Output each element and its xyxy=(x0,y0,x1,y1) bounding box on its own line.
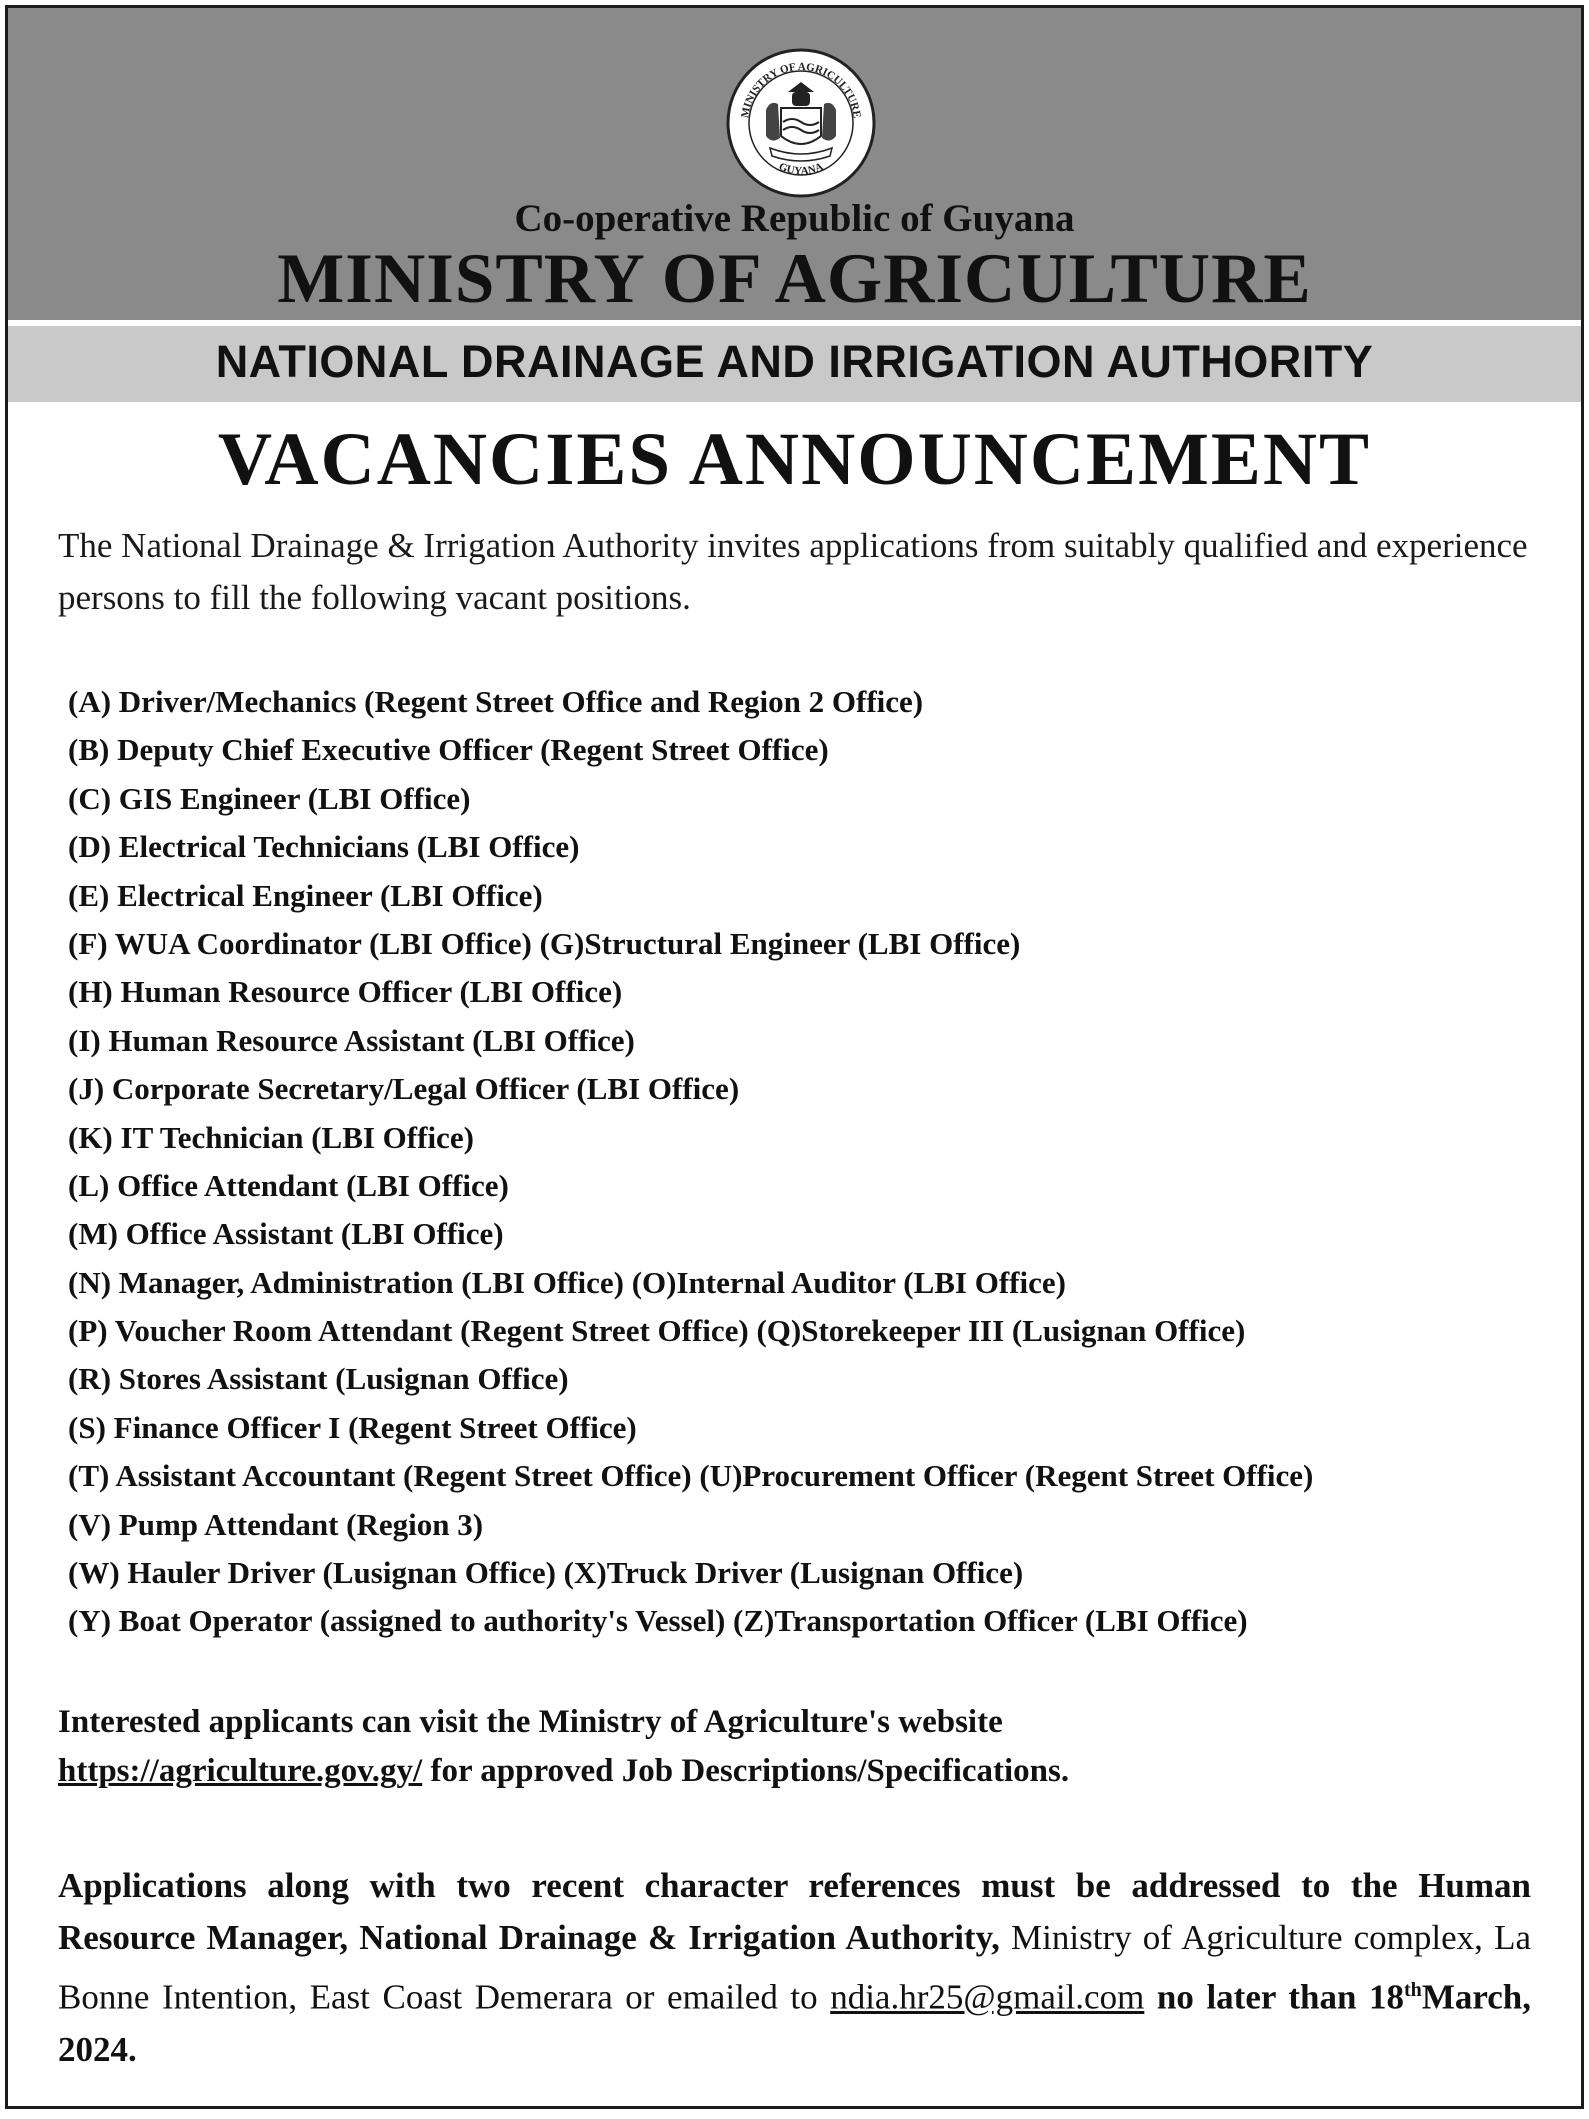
vacancy-notice xyxy=(5,5,1584,2109)
position-label: (R) xyxy=(68,1361,112,1397)
position-label: (E) xyxy=(68,877,110,913)
position-item xyxy=(68,823,1313,871)
position-label: (V) xyxy=(68,1506,112,1542)
position-label: (L) xyxy=(68,1167,110,1203)
position-item xyxy=(68,1162,1313,1210)
position-title: IT Technician (LBI Office) xyxy=(120,1119,474,1155)
position-title: Assistant Accountant (Regent Street Office) (U)Procurement Officer (Regent Street Office) xyxy=(115,1458,1314,1494)
position-title: Corporate Secretary/Legal Officer (LBI Office) xyxy=(111,1071,740,1107)
position-label: (D) xyxy=(68,829,112,865)
ministry-seal-icon xyxy=(726,48,876,198)
position-item xyxy=(68,1501,1313,1549)
seal-text-top: MINISTRY OF AGRICULTURE xyxy=(739,60,863,119)
position-item xyxy=(68,920,1313,968)
position-item xyxy=(68,1065,1313,1113)
position-title: Pump Attendant (Region 3) xyxy=(118,1506,484,1542)
position-label: (A) xyxy=(68,684,112,719)
position-item xyxy=(68,1597,1313,1645)
position-item xyxy=(68,775,1313,823)
position-item xyxy=(68,1307,1313,1355)
position-title: GIS Engineer (LBI Office) xyxy=(118,780,471,816)
country-name: Co-operative Republic of Guyana xyxy=(514,197,1075,240)
position-title: Electrical Engineer (LBI Office) xyxy=(117,877,543,913)
deadline-suffix: March, 2024. xyxy=(58,1977,1531,2069)
positions-list xyxy=(68,678,1313,1646)
position-title: Stores Assistant (Lusignan Office) xyxy=(118,1361,569,1397)
position-title: Boat Operator (assigned to authority's Vessel) (Z)Transportation Officer (LBI Office) xyxy=(118,1603,1248,1639)
application-bold-text: Applications along with two recent character references must be addressed to the Human Resource Manager, National Drainage & Irrigation Authority, xyxy=(58,1866,1531,1957)
website-note-line2: for approved Job Descriptions/Specifications. xyxy=(422,1753,1070,1789)
position-label: (T) xyxy=(68,1458,110,1494)
position-label: (B) xyxy=(68,732,110,768)
position-item xyxy=(68,678,1313,726)
position-title: Hauler Driver (Lusignan Office) (X)Truck Driver (Lusignan Office) xyxy=(127,1555,1024,1591)
application-instructions xyxy=(58,1860,1531,2076)
website-note-line1: Interested applicants can visit the Ministry of Agriculture's website xyxy=(58,1704,1003,1740)
position-title: Office Attendant (LBI Office) xyxy=(117,1167,509,1203)
position-label: (I) xyxy=(68,1022,101,1058)
position-item xyxy=(68,872,1313,920)
position-label: (S) xyxy=(68,1409,106,1445)
position-label: (K) xyxy=(68,1119,113,1155)
position-label: (H) xyxy=(68,974,113,1010)
position-title: Office Assistant (LBI Office) xyxy=(125,1216,504,1252)
intro-paragraph: The National Drainage & Irrigation Authority invites applications from suitably qualified and experience persons to fill the following vacant positions. xyxy=(58,526,1528,617)
website-link[interactable]: https://agriculture.gov.gy/ xyxy=(58,1753,423,1789)
position-item xyxy=(68,1210,1313,1258)
position-item xyxy=(68,1404,1313,1452)
header-band xyxy=(8,8,1581,320)
position-title: Electrical Technicians (LBI Office) xyxy=(118,829,580,865)
position-item xyxy=(68,1114,1313,1162)
position-item xyxy=(68,1017,1313,1065)
position-label: (M) xyxy=(68,1216,118,1252)
position-title: Deputy Chief Executive Officer (Regent Street Office) xyxy=(117,732,829,768)
position-item xyxy=(68,1259,1313,1307)
position-title: Human Resource Assistant (LBI Office) xyxy=(108,1022,635,1058)
position-label: (C) xyxy=(68,780,112,816)
email-link[interactable]: ndia.hr25@gmail.com xyxy=(830,1977,1145,2017)
website-note xyxy=(58,1698,1541,1796)
seal-text-bottom: GUYANA xyxy=(776,160,826,178)
position-item xyxy=(68,726,1313,774)
page-title: VACANCIES ANNOUNCEMENT xyxy=(217,418,1372,501)
position-title: Voucher Room Attendant (Regent Street Office) (Q)Storekeeper III (Lusignan Office) xyxy=(114,1313,1246,1349)
position-item xyxy=(68,1355,1313,1403)
authority-band xyxy=(8,326,1581,402)
position-label: (Y) xyxy=(68,1603,112,1639)
position-title: Driver/Mechanics (Regent Street Office and Region 2 Office) xyxy=(118,684,924,719)
ministry-name: MINISTRY OF AGRICULTURE xyxy=(277,240,1312,318)
authority-name: NATIONAL DRAINAGE AND IRRIGATION AUTHORITY xyxy=(215,336,1374,387)
position-item xyxy=(68,1549,1313,1597)
position-title: Manager, Administration (LBI Office) (O)Internal Auditor (LBI Office) xyxy=(118,1264,1066,1300)
application-address: Ministry of Agriculture complex, La Bonne Intention, East Coast Demerara or emailed to xyxy=(58,1918,1531,2017)
position-item xyxy=(68,968,1313,1016)
position-title: Human Resource Officer (LBI Office) xyxy=(120,974,623,1010)
position-label: (N) xyxy=(68,1264,112,1300)
deadline-prefix: no later than 18 xyxy=(1144,1977,1405,2017)
position-label: (F) xyxy=(68,925,108,961)
position-label: (P) xyxy=(68,1313,108,1349)
position-label: (J) xyxy=(68,1071,105,1107)
position-title: WUA Coordinator (LBI Office) (G)Structural Engineer (LBI Office) xyxy=(114,925,1021,961)
position-item xyxy=(68,1452,1313,1500)
position-title: Finance Officer I (Regent Street Office) xyxy=(113,1409,637,1445)
deadline-superscript: th xyxy=(1404,1979,1422,2001)
position-label: (W) xyxy=(68,1555,120,1591)
